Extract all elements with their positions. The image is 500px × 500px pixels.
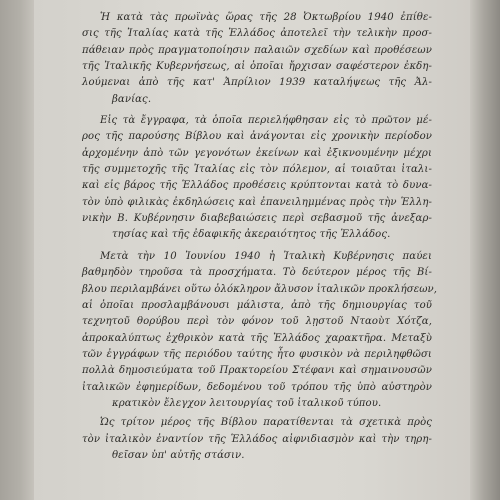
text-line: τησίας καὶ τῆς ἐδαφικῆς ἀκεραιότητος τῆς Ἑλλάδος. (112, 229, 391, 241)
paragraph-2 (82, 113, 432, 244)
text-line: τῶν ἐγγράφων τῆς περιόδου ταύτης ἦτο φυσικὸν νὰ περιληφθῶσι (82, 348, 432, 360)
book-gutter-left (0, 0, 34, 500)
text-line: αἱ ὁποῖαι προσλαμβάνουσι μάλιστα, ἀπὸ τῆς δημιουργίας τοῦ (82, 299, 432, 311)
paragraph-1 (82, 10, 432, 108)
text-line: πάθειαν πρὸς πραγματοποίησιν παλαιῶν σχεδίων καὶ προθέσεων (82, 44, 432, 56)
text-line: Ὡς τρίτον μέρος τῆς Βίβλου παρατίθενται τὰ σχετικὰ πρὸς (100, 417, 432, 429)
text-line: ρος τῆς παρούσης Βίβλου καὶ ἀνάγονται εἰς χρονικὴν περίοδον (82, 131, 432, 143)
book-page (34, 0, 470, 500)
text-line: νικὴν Β. Κυβέρνησιν διαβεβαιώσεις περὶ σεβασμοῦ τῆς ἀνεξαρ- (82, 213, 432, 225)
text-line: καὶ εἰς βάρος τῆς Ἑλλάδος προθέσεις κρύπτονται κατὰ τὸ δυνα- (82, 180, 432, 192)
text-line: τὸν ὑπὸ φιλικὰς ἐκδηλώσεις καὶ ἐπανειλημμένας πρὸς τὴν Ἑλλη- (82, 196, 432, 208)
text-line: σις τῆς Ἰταλίας κατὰ τῆς Ἑλλάδος ἀποτελεῖ τὴν τελικὴν προσ- (82, 28, 432, 40)
text-line: λούμεναι ἀπὸ τῆς κατ' Ἀπρίλιον 1939 καταλήψεως τῆς Ἀλ- (82, 77, 432, 89)
text-line: ἀπροκαλύπτως ἐχθρικὸν κατὰ τῆς Ἑλλάδος χαρακτῆρα. Μεταξὺ (82, 332, 432, 344)
text-line: θεῖσαν ὑπ' αὐτῆς στάσιν. (112, 449, 245, 461)
text-line: τῆς Ἰταλικῆς Κυβερνήσεως, αἱ ὁποῖαι ἤρχισαν σαφέστερον ἐκδη- (82, 61, 432, 73)
text-line: Ἡ κατὰ τὰς πρωϊνὰς ὥρας τῆς 28 Ὀκτωβρίου 1940 ἐπίθε- (100, 12, 432, 23)
text-line: ἰταλικῶν ἐφημερίδων, δεδομένου τοῦ τρόπου τῆς ὑπὸ αὐστηρὸν (82, 381, 432, 393)
text-line: Μετὰ τὴν 10 Ἰουνίου 1940 ἡ Ἰταλικὴ Κυβέρνησις παύει (100, 250, 432, 262)
paragraph-3 (82, 249, 438, 412)
paragraph-4 (82, 415, 432, 464)
text-line: τεχνητοῦ θορύβου περὶ τὸν φόνον τοῦ λῃστοῦ Νταοὺτ Χότζα, (82, 316, 432, 328)
text-line: ἀρχομένην ἀπὸ τῶν γεγονότων ἐκείνων καὶ ἐξικνουμένην μέχρι (82, 147, 432, 159)
book-edge-right (470, 0, 500, 500)
text-line: κρατικὸν ἔλεγχον λειτουργίας τοῦ ἰταλικοῦ τύπου. (112, 397, 382, 409)
text-line: βανίας. (112, 93, 152, 105)
page-text (82, 10, 438, 464)
text-line: βλου περιλαμβάνει οὕτω ὁλόκληρον ἄλυσον ἰταλικῶν προκλήσεων, (82, 283, 438, 295)
text-line: βαθμηδὸν τηροῦσα τὰ προσχήματα. Τὸ δεύτερον μέρος τῆς Βί- (82, 267, 432, 279)
text-line: τὸν ἰταλικὸν ἐναντίον τῆς Ἑλλάδος αἰφνιδιασμὸν καὶ τὴν τηρη- (82, 433, 432, 445)
text-line: πολλὰ δημοσιεύματα τοῦ Πρακτορείου Στέφανι καὶ σημαινουσῶν (82, 365, 432, 377)
text-line: Εἰς τὰ ἔγγραφα, τὰ ὁποῖα περιελήφθησαν εἰς τὸ πρῶτον μέ- (100, 115, 432, 127)
text-line: τῆς συμμετοχῆς τῆς Ἰταλίας εἰς τὸν πόλεμον, αἱ τοιαῦται ἰταλι- (82, 164, 432, 176)
